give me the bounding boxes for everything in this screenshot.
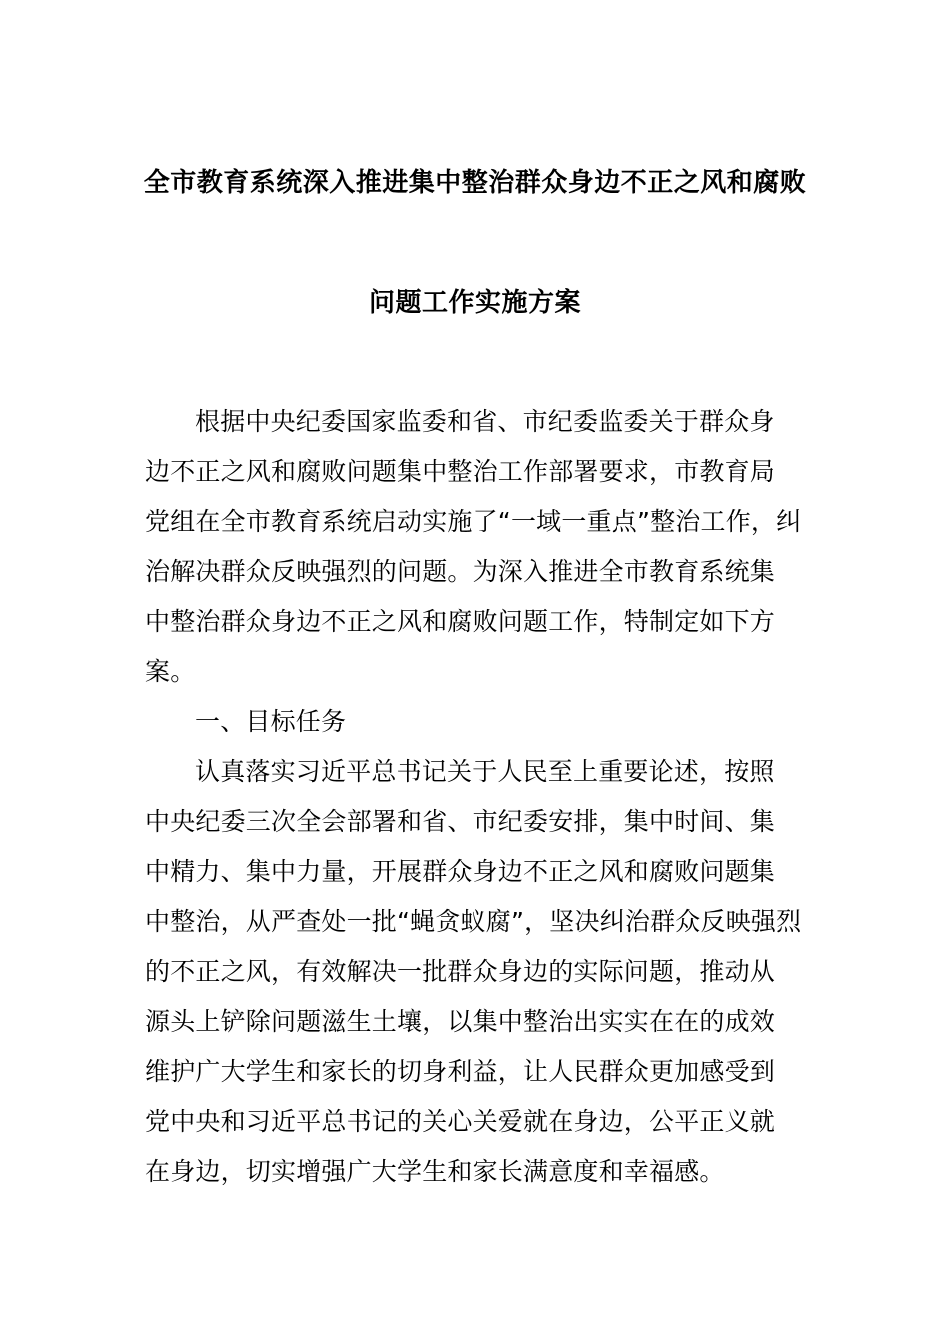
document-title-line-2: 问题工作实施方案 xyxy=(368,288,581,318)
document-title-line-1: 全市教育系统深入推进集中整治群众身边不正之风和腐败 xyxy=(143,168,807,198)
paragraph-2-line-9: 在身边，切实增强广大学生和家长满意度和幸福感。 xyxy=(145,1157,725,1186)
paragraph-2-line-1: 认真落实习近平总书记关于人民至上重要论述，按照 xyxy=(195,757,775,786)
paragraph-2-line-8: 党中央和习近平总书记的关心关爱就在身边，公平正义就 xyxy=(145,1107,776,1136)
paragraph-1-line-6: 案。 xyxy=(145,657,196,686)
paragraph-1-line-1: 根据中央纪委国家监委和省、市纪委监委关于群众身 xyxy=(195,407,775,436)
paragraph-1-line-2: 边不正之风和腐败问题集中整治工作部署要求，市教育局 xyxy=(145,457,776,486)
paragraph-2-line-3: 中精力、集中力量，开展群众身边不正之风和腐败问题集 xyxy=(145,857,776,886)
section-heading-goals: 一、目标任务 xyxy=(195,707,347,736)
paragraph-2-line-4: 中整治，从严查处一批“蝇贪蚁腐”，坚决纠治群众反映强烈 xyxy=(145,907,802,936)
paragraph-1-line-3: 党组在全市教育系统启动实施了“一域一重点”整治工作，纠 xyxy=(145,507,802,536)
paragraph-2-line-7: 维护广大学生和家长的切身利益，让人民群众更加感受到 xyxy=(145,1057,776,1086)
paragraph-1-line-4: 治解决群众反映强烈的问题。为深入推进全市教育系统集 xyxy=(145,557,776,586)
paragraph-2-line-2: 中央纪委三次全会部署和省、市纪委安排，集中时间、集 xyxy=(145,807,776,836)
paragraph-2-line-6: 源头上铲除问题滋生土壤，以集中整治出实实在在的成效 xyxy=(145,1007,776,1036)
paragraph-1-line-5: 中整治群众身边不正之风和腐败问题工作，特制定如下方 xyxy=(145,607,776,636)
paragraph-2-line-5: 的不正之风，有效解决一批群众身边的实际问题，推动从 xyxy=(145,957,776,986)
